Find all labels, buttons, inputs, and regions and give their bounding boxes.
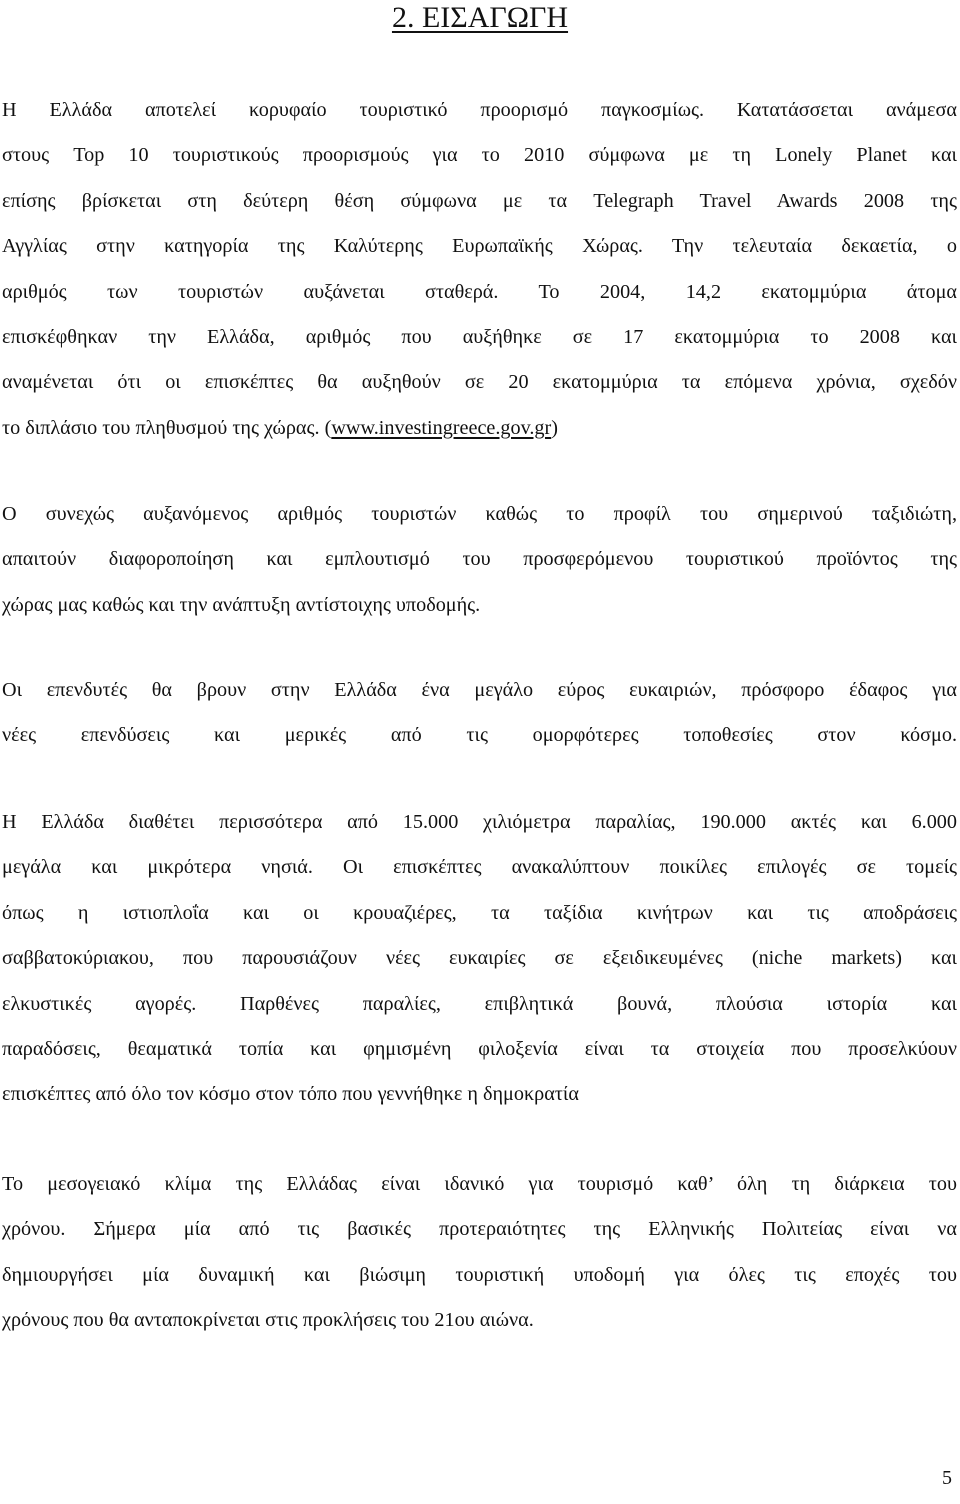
text-line: χώρας μας καθώς και την ανάπτυξη αντίστοιχης υποδομής.: [2, 593, 481, 616]
text-line: χρόνους που θα ανταποκρίνεται στις προκλήσεις του 21ου αιώνα.: [2, 1309, 534, 1332]
text-line: αναμένεται ότι οι επισκέπτες θα αυξηθούν σε 20 εκατομμύρια τα επόμενα χρόνια, σχεδόν: [2, 371, 957, 394]
text-line: Οι επενδυτές θα βρουν στην Ελλάδα ένα μεγάλο εύρος ευκαιριών, πρόσφορο έδαφος για: [2, 679, 957, 701]
text-line: δημιουργήσει μία δυναμική και βιώσιμη τουριστική υποδομή για όλες τις εποχές του: [2, 1263, 957, 1286]
text-line: μεγάλα και μικρότερα νησιά. Οι επισκέπτες ανακαλύπτουν ποικίλες επιλογές σε τομείς: [2, 856, 957, 879]
text-segment: το διπλάσιο του πληθυσμού της χώρας. (: [2, 416, 332, 439]
text-line-with-link: [2, 406, 957, 451]
text-line: επισκέφθηκαν την Ελλάδα, αριθμός που αυξήθηκε σε 17 εκατομμύρια το 2008 και: [2, 326, 957, 349]
source-link[interactable]: www.investingreece.gov.gr: [331, 416, 552, 439]
text-line: απαιτούν διαφοροποίηση και εμπλουτισμό του προσφερόμενου τουριστικού προϊόντος της: [2, 548, 957, 571]
paragraph-coastline: [2, 800, 957, 1118]
text-line: Το μεσογειακό κλίμα της Ελλάδας είναι ιδανικό για τουρισμό καθ’ όλη τη διάρκεια του: [2, 1173, 957, 1195]
text-line: χρόνου. Σήμερα μία από τις βασικές προτεραιότητες της Ελληνικής Πολιτείας είναι να: [2, 1218, 957, 1241]
page-number: 5: [942, 1467, 952, 1489]
text-line: επισκέπτες από όλο τον κόσμο στον τόπο που γεννήθηκε η δημοκρατία: [2, 1083, 579, 1106]
paragraph-climate: [2, 1162, 957, 1344]
text-segment: ): [551, 416, 558, 439]
paragraph-investors: [2, 668, 957, 759]
text-line: σαββατοκύριακου, που παρουσιάζουν νέες ευκαιρίες σε εξειδικευμένες (niche markets) και: [2, 947, 957, 970]
text-line: ελκυστικές αγορές. Παρθένες παραλίες, επιβλητικά βουνά, πλούσια ιστορία και: [2, 992, 957, 1015]
paragraph-tourist-growth: [2, 492, 957, 628]
text-line: Η Ελλάδα διαθέτει περισσότερα από 15.000 χιλιόμετρα παραλίας, 190.000 ακτές και 6.000: [2, 811, 957, 833]
section-heading: 2. ΕΙΣΑΓΩΓΗ: [391, 1, 569, 34]
text-line: αριθμός των τουριστών αυξάνεται σταθερά. Το 2004, 14,2 εκατομμύρια άτομα: [2, 280, 957, 303]
text-line: Ο συνεχώς αυξανόμενος αριθμός τουριστών καθώς το προφίλ του σημερινού ταξιδιώτη,: [2, 503, 957, 525]
text-line: όπως η ιστιοπλοΐα και οι κρουαζιέρες, τα ταξίδια κινήτρων και τις αποδράσεις: [2, 901, 957, 924]
text-line: παραδόσεις, θεαματικά τοπία και φημισμένη φιλοξενία είναι τα στοιχεία που προσελκύουν: [2, 1038, 957, 1061]
text-line: νέες επενδύσεις και μερικές από τις ομορφότερες τοποθεσίες στον κόσμο.: [2, 724, 957, 747]
text-line: επίσης βρίσκεται στη δεύτερη θέση σύμφωνα με τα Telegraph Travel Awards 2008 της: [2, 189, 957, 212]
text-line: στους Top 10 τουριστικούς προορισμούς για το 2010 σύμφωνα με τη Lonely Planet και: [2, 144, 957, 167]
text-line: Αγγλίας στην κατηγορία της Καλύτερης Ευρωπαϊκής Χώρας. Την τελευταία δεκαετία, ο: [2, 235, 957, 258]
text-line: Η Ελλάδα αποτελεί κορυφαίο τουριστικό προορισμό παγκοσμίως. Κατατάσσεται ανάμεσα: [2, 99, 957, 121]
paragraph-intro: [2, 88, 957, 451]
